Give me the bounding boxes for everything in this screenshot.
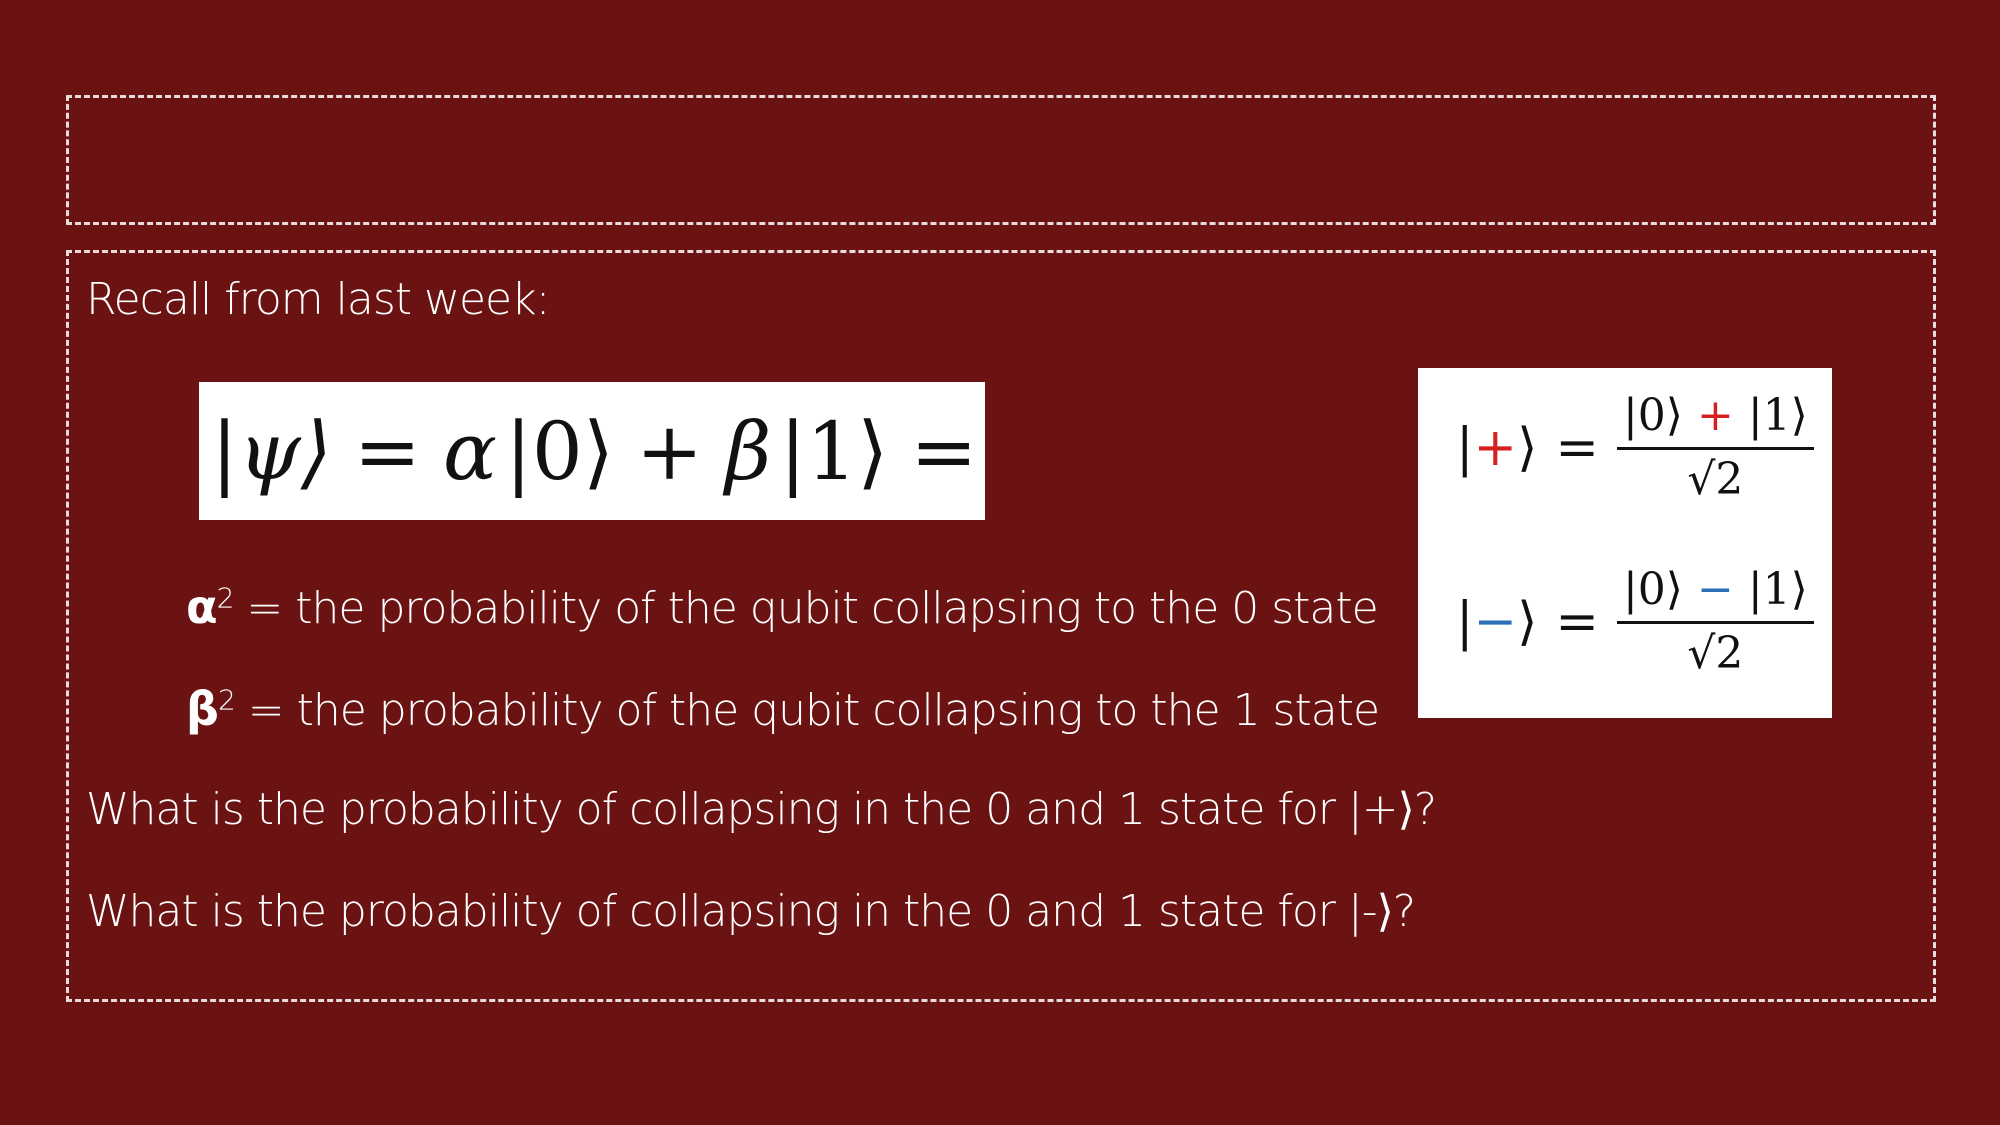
plus-operator: + (636, 404, 704, 498)
recall-heading: Recall from last week: (86, 274, 550, 325)
ket-one: |1⟩ (779, 404, 889, 498)
beta-exponent: 2 (217, 683, 235, 717)
alpha-description: = the probability of the qubit collapsing to the 0 state (233, 583, 1378, 634)
plus-numerator: |0⟩ + |1⟩ (1617, 390, 1814, 450)
question-plus-state: What is the probability of collapsing in the 0 and 1 state for |+⟩? (86, 784, 1437, 835)
plus-state-equation (1456, 390, 1814, 505)
alpha-exponent: 2 (216, 581, 234, 615)
minus-ket: |−⟩ (1456, 591, 1538, 652)
beta-probability-line (186, 682, 1379, 736)
beta-symbol: β (186, 682, 218, 736)
title-placeholder-frame (66, 95, 1936, 225)
minus-sign: − (1473, 591, 1518, 652)
alpha-coefficient: α (442, 404, 497, 498)
alpha-symbol: α (186, 580, 217, 634)
plus-sign: + (1473, 417, 1518, 478)
minus-state-equation (1456, 564, 1814, 679)
minus-fraction (1617, 564, 1814, 679)
minus-operator-blue: − (1696, 564, 1734, 615)
plus-equals: = (1555, 417, 1599, 478)
question-minus-state: What is the probability of collapsing in the 0 and 1 state for |-⟩? (86, 886, 1416, 937)
minus-equals: = (1555, 591, 1599, 652)
plus-ket: |+⟩ (1456, 417, 1538, 478)
psi-state-formula (199, 382, 985, 520)
alpha-probability-line (186, 580, 1378, 634)
plus-fraction (1617, 390, 1814, 505)
psi-ket: |ψ⟩ (211, 404, 332, 498)
minus-denominator: √2 (1687, 628, 1744, 679)
trailing-equals: = (910, 404, 978, 498)
plus-operator-red: + (1696, 390, 1734, 441)
psi-equals: = (353, 404, 421, 498)
minus-numerator: |0⟩ − |1⟩ (1617, 564, 1814, 624)
beta-coefficient: β (725, 404, 772, 498)
plus-minus-states-figure (1418, 368, 1832, 718)
ket-zero: |0⟩ (504, 404, 615, 498)
plus-denominator: √2 (1687, 454, 1744, 505)
beta-description: = the probability of the qubit collapsing to the 1 state (234, 685, 1380, 736)
